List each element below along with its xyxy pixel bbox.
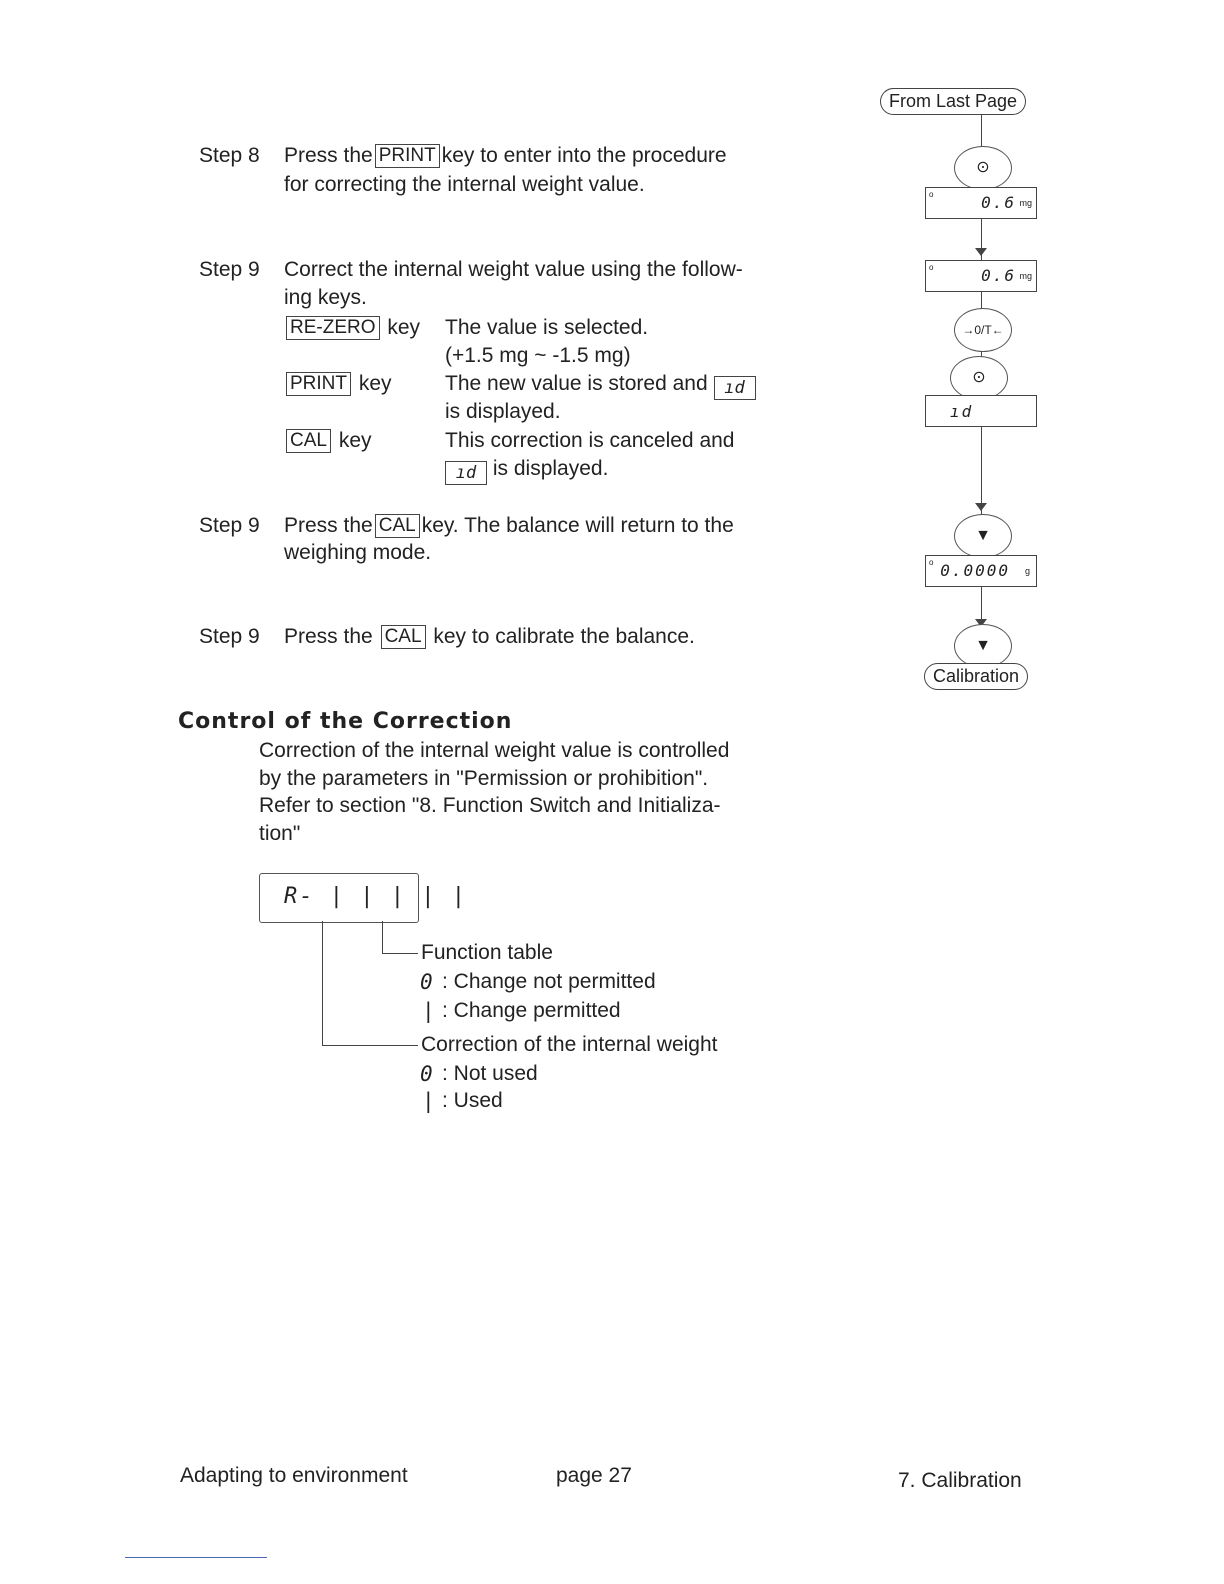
cal-key-row: CAL key [284, 429, 372, 453]
o-button-icon: ⊙ [954, 146, 1012, 190]
function-display-value: R- | | | | | [284, 884, 467, 909]
print-key-row: PRINT key [284, 372, 392, 396]
down-button-icon: ▼ [954, 624, 1012, 668]
calibration-label: Calibration [924, 663, 1028, 690]
print-desc: The new value is stored and ıd [445, 372, 756, 400]
correction-label: Correction of the internal weight [421, 1033, 718, 1056]
cal-desc2: ıd is displayed. [445, 457, 608, 485]
display-0-6: o 0.6 mg [925, 187, 1037, 219]
ft0-symbol: 0 [420, 970, 435, 994]
arrow-down-icon [975, 503, 987, 511]
rezero-key-row: RE-ZERO key [284, 316, 420, 340]
print-desc2: is displayed. [445, 400, 561, 423]
cal-key: CAL [286, 429, 331, 453]
rezero-key: RE-ZERO [286, 316, 380, 340]
rezero-range: (+1.5 mg ~ -1.5 mg) [445, 344, 631, 367]
rezero-desc: The value is selected. [445, 316, 649, 339]
cal-desc: This correction is canceled and [445, 429, 735, 452]
cal-key: CAL [381, 625, 426, 649]
step-9-return-line2: weighing mode. [284, 541, 432, 564]
id-display-icon: ıd [445, 461, 487, 485]
section-para-2: by the parameters in "Permission or prohibition". [259, 767, 709, 790]
id-display-icon: ıd [714, 376, 756, 400]
cal-key: CAL [375, 514, 420, 538]
section-para-1: Correction of the internal weight value is controlled [259, 739, 730, 762]
step-9-return: Step 9 Press the CAL key. The balance will return to the [199, 514, 734, 537]
step-8-line2: for correcting the internal weight value. [284, 173, 645, 196]
footer-left: Adapting to environment [180, 1464, 408, 1487]
display-id: ıd [925, 395, 1037, 427]
c0-text: : Not used [442, 1062, 538, 1085]
print-key: PRINT [375, 144, 440, 168]
from-last-page-label: From Last Page [880, 88, 1026, 115]
ft0-text: : Change not permitted [442, 970, 656, 993]
down-button-icon: ▼ [954, 514, 1012, 558]
step-9-line2: ing keys. [284, 286, 367, 309]
section-title: Control of the Correction [178, 709, 513, 734]
display-zero: o 0.0000 g [925, 555, 1037, 587]
leader-line [322, 1045, 418, 1046]
leader-line [322, 921, 323, 1045]
o-button-icon: ⊙ [950, 356, 1008, 400]
c1-text: : Used [442, 1089, 503, 1112]
tare-button-icon: →0/T← [954, 308, 1012, 352]
divider [125, 1557, 267, 1558]
step-label: Step 8 [199, 144, 260, 167]
arrow-down-icon [975, 248, 987, 256]
page-number: page 27 [556, 1464, 632, 1487]
leader-line [382, 921, 383, 953]
function-display [259, 873, 467, 923]
section-para-3: Refer to section "8. Function Switch and Initializa- [259, 794, 721, 817]
step-9-calibrate: Step 9 Press the CAL key to calibrate the balance. [199, 625, 695, 648]
step-9-correct: Step 9 Correct the internal weight value using the follow- [199, 258, 743, 281]
print-key: PRINT [286, 372, 351, 396]
section-para-4: tion" [259, 822, 301, 845]
footer-right: 7. Calibration [898, 1469, 1022, 1492]
function-table-label: Function table [421, 941, 553, 964]
ft1-text: : Change permitted [442, 999, 621, 1022]
leader-line [382, 953, 418, 954]
c0-symbol: 0 [420, 1062, 435, 1086]
display-0-6-adjust: o 0.6 mg [925, 260, 1037, 292]
step-8: Step 8 Press the PRINT key to enter into the procedure [199, 144, 727, 167]
c1-symbol: | [422, 1089, 437, 1113]
ft1-symbol: | [422, 999, 437, 1023]
